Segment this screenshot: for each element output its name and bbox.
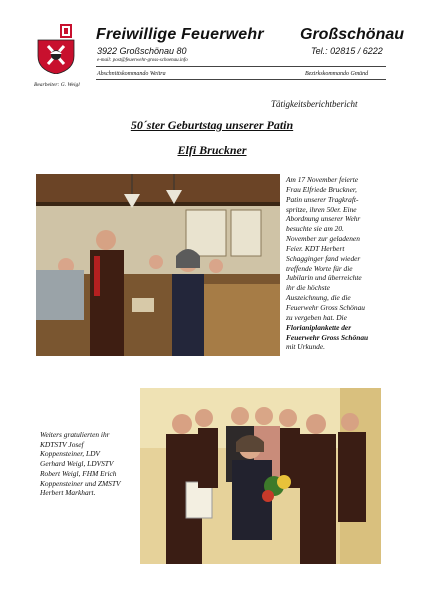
paragraph-line-bold — [286, 333, 390, 343]
group-photo — [140, 388, 381, 564]
award-name: Florianiplankette der — [286, 322, 352, 332]
fire-brigade-logo — [36, 24, 76, 74]
town-name: Großschönau — [300, 26, 405, 43]
address: 3922 Großschönau 80 — [97, 46, 187, 56]
paragraph-line: Koppensteiner und ZMSTV — [40, 478, 121, 488]
org-name: Freiwillige Feuerwehr — [96, 26, 264, 43]
paragraph-line: Koppensteiner, LDV — [40, 449, 100, 459]
paragraph-line: Feuerwehr Gross Schönau — [286, 302, 365, 312]
editor-note: Bearbeiter: G. Weigl — [34, 82, 80, 88]
paragraph-line: Herbert Markhart. — [40, 488, 96, 498]
paragraph-line: Jubilarin und überreichte — [286, 273, 362, 283]
paragraph-line: Robert Weigl, FHM Erich — [40, 468, 117, 478]
award-presentation-photo — [36, 174, 280, 356]
paragraph-line: Gerhard Weigl, LDVSTV — [40, 459, 114, 469]
email-link[interactable]: e-mail: post@feuerwehr-gross-schoenau.info — [97, 58, 188, 63]
paragraph-line: mit Urkunde. — [286, 342, 325, 352]
phone: Tel.: 02815 / 6222 — [311, 46, 383, 56]
award-name: Feuerwehr Gross Schönau — [286, 332, 369, 342]
paragraph-line: Schagginger fand wieder — [286, 253, 361, 263]
paragraph-line: Weiters gratulierten ihr — [40, 430, 110, 439]
paragraph-line: besuchte sie am 20. — [286, 224, 344, 234]
paragraph-line: Am 17 November feierte — [286, 175, 359, 184]
section-command: Abschnittskommando Weitra — [97, 71, 166, 77]
header-divider — [96, 66, 386, 67]
paragraph-line: Auszeichnung, die die — [286, 293, 351, 303]
paragraph-line: November zur geladenen — [286, 234, 360, 244]
article-paragraph — [286, 175, 390, 352]
article-subtitle: Elfi Bruckner — [177, 143, 247, 157]
paragraph-line: Frau Elfriede Bruckner, — [286, 184, 357, 194]
paragraph-line: Abordnung unserer Wehr — [286, 214, 361, 224]
paragraph-line: Patin unserer Tragkraft- — [286, 194, 359, 204]
paragraph-line: treffende Worte für die — [286, 263, 353, 273]
paragraph-line-bold — [286, 323, 390, 333]
district-command: Bezirkskommando Gmünd — [305, 71, 369, 77]
paragraph-line: ihr die höchste — [286, 283, 330, 293]
paragraph-line: spritze, ihren 50er. Eine — [286, 204, 357, 214]
paragraph-line: KDTSTV Josef — [40, 439, 84, 449]
article-title: 50´ster Geburtstag unserer Patin — [130, 118, 294, 132]
report-type: Tätigkeitsberichtbericht — [271, 99, 358, 109]
congratulations-paragraph — [40, 430, 140, 498]
paragraph-line: Feier. KDT Herbert — [286, 243, 345, 253]
header-divider-bottom — [96, 79, 386, 80]
paragraph-line: zu vergeben hat. Die — [286, 312, 347, 322]
